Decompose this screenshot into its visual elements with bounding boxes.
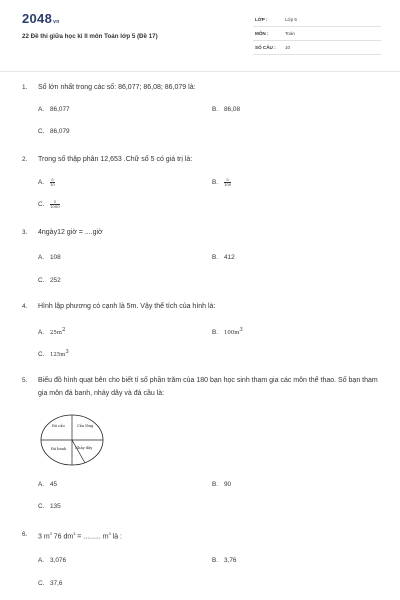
option-text: 100m — [224, 330, 240, 337]
option-text: 108 — [50, 254, 61, 261]
exponent: 2 — [61, 327, 66, 333]
option-text: 125m — [50, 352, 66, 359]
meta-value: Toán — [285, 31, 295, 36]
fraction: $\frac{5}{1000}$ — [50, 199, 60, 209]
pie-label-nhay-day: Nhảy dây — [75, 446, 93, 450]
option-b[interactable]: B. $100m^3$ — [212, 327, 243, 337]
option-text: 86,08 — [224, 106, 240, 113]
pie-label-da-banh: Đá banh — [51, 447, 67, 451]
question-stem: Số lớn nhất trong các số: 86,077; 86,08; 86,079 là: — [38, 84, 196, 91]
option-text: 3,76 — [224, 557, 237, 564]
option-text: 86,079 — [50, 128, 70, 135]
site-logo[interactable] — [22, 11, 60, 26]
option-b[interactable]: B. $\frac{5}{100}$ — [212, 177, 232, 187]
question-number: 6. — [22, 531, 28, 538]
option-a[interactable]: A. 45 — [38, 481, 58, 488]
option-b[interactable]: B. 90 — [212, 481, 232, 488]
option-a[interactable]: A. $\frac{5}{10}$ — [38, 177, 55, 187]
page-header — [0, 0, 400, 70]
question-stem: Trong số thập phân 12,653 .Chữ số 5 có giá trị là: — [38, 156, 193, 163]
exponent: 3 — [239, 327, 243, 333]
sports-pie-chart — [38, 412, 108, 468]
meta-row-subject — [253, 28, 381, 41]
option-c[interactable]: C. $125m^3$ — [38, 349, 69, 359]
option-c[interactable]: C. 86,079 — [38, 128, 70, 135]
meta-key: LỚP : — [255, 17, 268, 22]
fraction: $\frac{5}{100}$ — [224, 177, 232, 187]
option-text: 37,6 — [50, 580, 63, 587]
meta-key: MÔN : — [255, 31, 269, 36]
fraction: $\frac{5}{10}$ — [50, 177, 55, 187]
document-title: 22 Đề thi giữa học kì II môn Toán lớp 5 (Đề 17) — [22, 33, 158, 40]
option-text: 3,076 — [50, 557, 66, 564]
option-c[interactable]: C. 37,6 — [38, 580, 63, 587]
pie-label-cau-long: Cầu lông — [77, 424, 94, 428]
meta-value: Lớp 5 — [285, 17, 297, 22]
question-stem: Hình lập phương có cạnh là 5m. Vậy thể tích của hình là: — [38, 303, 216, 310]
option-text: 45 — [50, 481, 58, 488]
option-b[interactable]: B. 412 — [212, 254, 235, 261]
meta-row-question-count — [253, 42, 381, 55]
option-a[interactable]: A. 3,076 — [38, 557, 66, 564]
header-divider — [0, 71, 400, 72]
option-a[interactable]: A. 86,077 — [38, 106, 70, 113]
question-number: 5. — [22, 377, 28, 384]
question-number: 2. — [22, 156, 28, 163]
option-b[interactable]: B. 3,76 — [212, 557, 237, 564]
pie-label-da-cau: Đá cầu — [52, 424, 65, 428]
option-a[interactable]: A. $25m^2$ — [38, 327, 66, 337]
meta-value: 10 — [285, 45, 291, 50]
question-number: 1. — [22, 84, 28, 91]
meta-key: SỐ CÂU : — [255, 45, 276, 50]
option-c[interactable]: C. $\frac{5}{1000}$ — [38, 199, 60, 209]
option-text: 252 — [50, 277, 61, 284]
option-text: 90 — [224, 481, 232, 488]
option-a[interactable]: A. 108 — [38, 254, 61, 261]
question-number: 3. — [22, 229, 28, 236]
option-c[interactable]: C. 252 — [38, 277, 61, 284]
question-stem: Biểu đồ hình quạt bên cho biết tỉ số phần trăm của 180 bạn học sinh tham gia các môn thể thao. Số bạn tham gia môn đá banh, nhảy dây và đá cầu là: — [38, 377, 378, 397]
option-text: 412 — [224, 254, 235, 261]
option-text: 25m — [50, 330, 62, 337]
question-number: 4. — [22, 303, 28, 310]
option-text: 135 — [50, 503, 61, 510]
question-stem: 4ngày12 giờ = ....giờ — [38, 229, 103, 236]
logo-suffix: vn — [53, 19, 60, 25]
option-c[interactable]: C. 135 — [38, 503, 61, 510]
logo-text: 2048 — [22, 11, 53, 26]
option-b[interactable]: B. 86,08 — [212, 106, 240, 113]
question-stem: 3 $m^3$ 76 $dm^3$ = ......... $m^3$ là : — [38, 532, 123, 541]
exponent: 3 — [65, 349, 69, 355]
option-text: 86,077 — [50, 106, 70, 113]
meta-row-class — [253, 14, 381, 27]
